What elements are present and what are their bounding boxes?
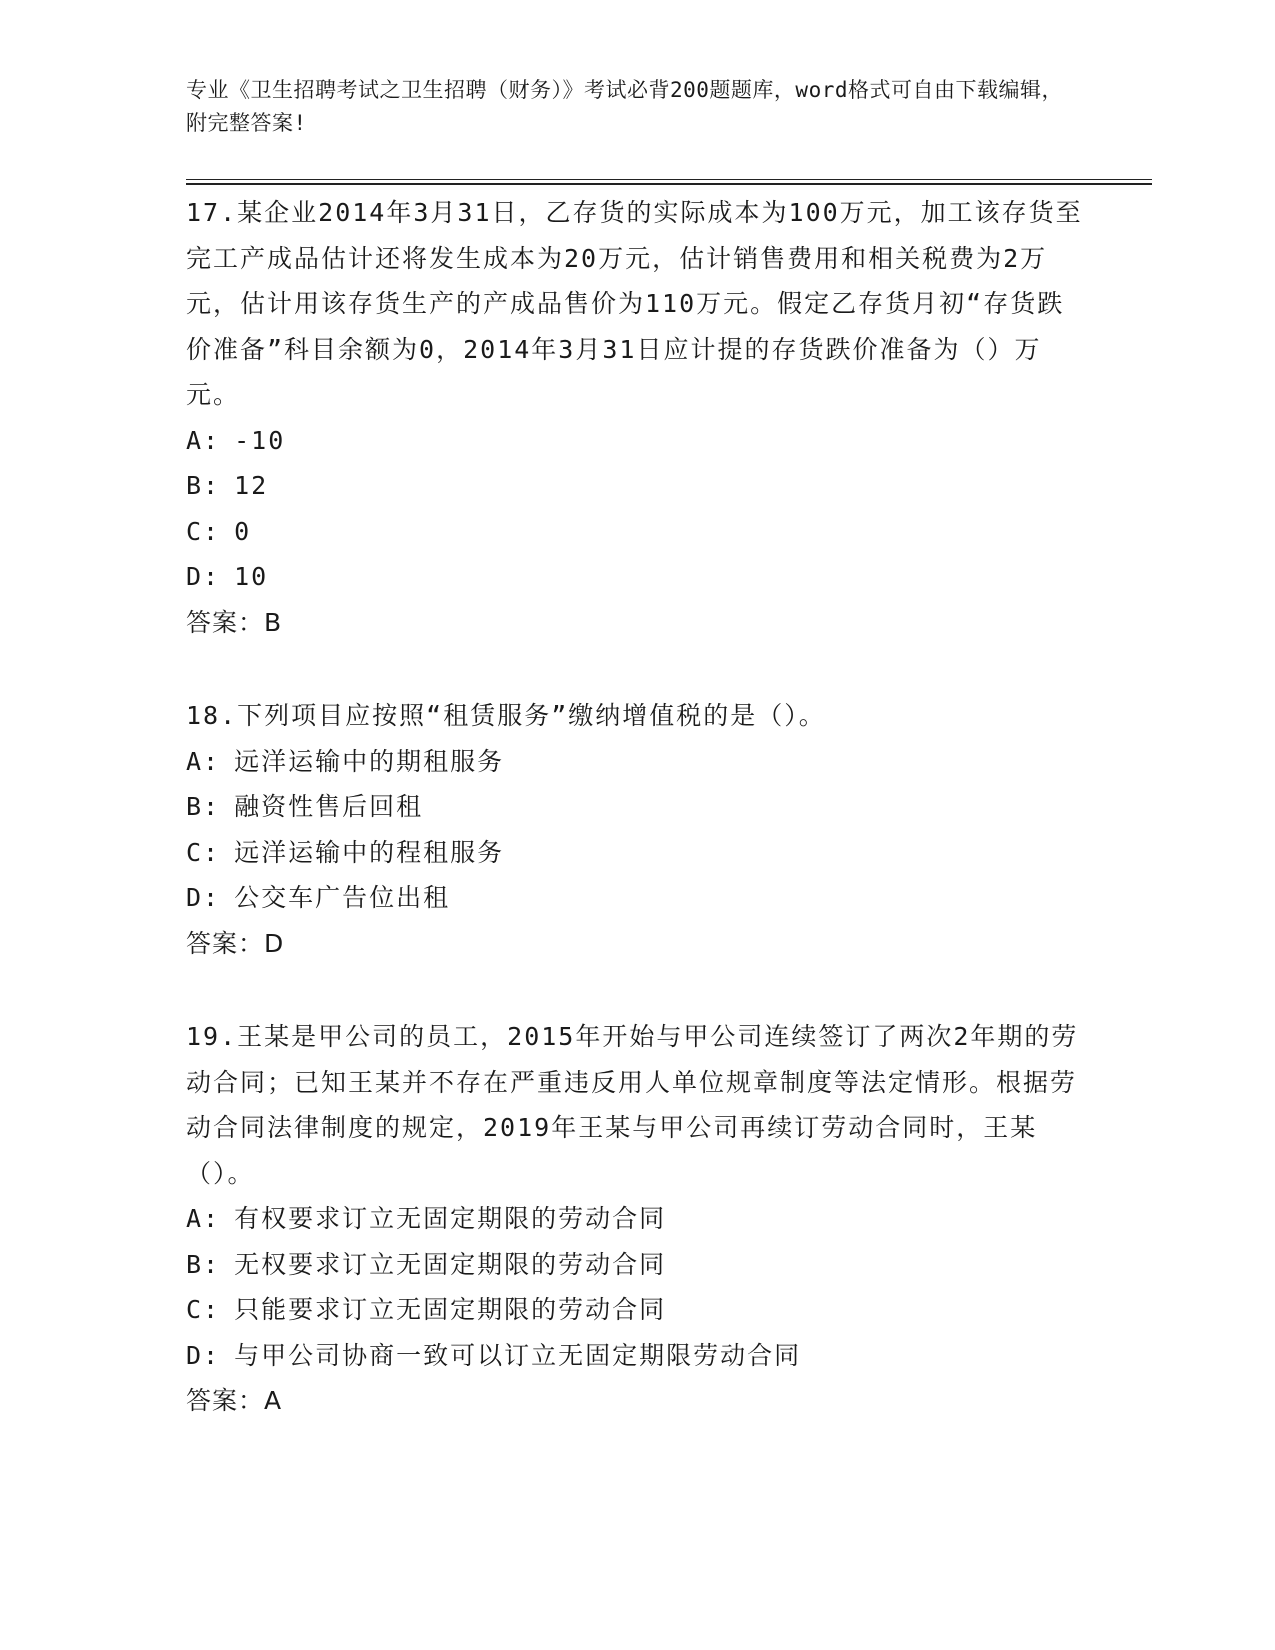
option-text: 远洋运输中的程租服务 (234, 837, 505, 867)
question-stem: 18.下列项目应按照“租赁服务”缴纳增值税的是（）。 (186, 701, 826, 730)
option-key: C: (186, 516, 221, 546)
document-header: 专业《卫生招聘考试之卫生招聘（财务）》考试必背200题题库，word格式可自由下载编辑，附完整答案! (186, 78, 1063, 135)
option-key: D: (186, 883, 221, 912)
option-key: A: (186, 746, 221, 776)
question-list (186, 190, 1086, 1472)
question-18 (186, 693, 1086, 966)
option-text: 12 (234, 471, 269, 500)
option-key: B: (186, 471, 221, 500)
option-text: 融资性售后回租 (234, 792, 424, 821)
answer-line: 答案：A (186, 1386, 283, 1415)
option-d (186, 1333, 1086, 1379)
option-a (186, 1196, 1086, 1242)
option-a (186, 418, 1086, 464)
option-a (186, 739, 1086, 785)
header-divider-top (186, 179, 1152, 180)
question-17 (186, 190, 1086, 645)
option-d (186, 875, 1086, 921)
option-key: A: (186, 1204, 221, 1233)
question-19 (186, 1014, 1086, 1424)
option-key: B: (186, 792, 221, 821)
option-b (186, 463, 1086, 509)
option-key: C: (186, 837, 221, 867)
option-key: B: (186, 1249, 221, 1279)
option-key: C: (186, 1295, 221, 1324)
option-c (186, 509, 1086, 555)
answer-line: 答案：B (186, 607, 283, 637)
question-stem: 19.王某是甲公司的员工，2015年开始与甲公司连续签订了两次2年期的劳动合同；已知王某并不存在严重违反用人单位规章制度等法定情形。根据劳动合同法律制度的规定，2019年王某与甲公司再续订劳动合同时，王某（）。 (186, 1022, 1079, 1188)
option-text: 有权要求订立无固定期限的劳动合同 (234, 1204, 667, 1233)
question-stem: 17.某企业2014年3月31日，乙存货的实际成本为100万元，加工该存货至完工产成品估计还将发生成本为20万元，估计销售费用和相关税费为2万元，估计用该存货生产的产成品售价为110万元。假定乙存货月初“存货跌价准备”科目余额为0，2014年3月31日应计提的存货跌价准备为（）万元。 (186, 198, 1083, 409)
option-key: D: (186, 562, 221, 591)
header-divider-bottom (186, 183, 1152, 185)
option-text: 0 (234, 516, 252, 546)
option-text: 只能要求订立无固定期限的劳动合同 (234, 1295, 667, 1324)
option-b (186, 1242, 1086, 1288)
option-c (186, 830, 1086, 876)
option-text: -10 (234, 425, 286, 455)
option-text: 10 (234, 562, 269, 591)
option-key: A: (186, 425, 221, 455)
option-c (186, 1287, 1086, 1333)
answer-line: 答案：D (186, 928, 285, 958)
option-text: 无权要求订立无固定期限的劳动合同 (234, 1249, 667, 1279)
option-d (186, 554, 1086, 600)
option-key: D: (186, 1340, 221, 1370)
option-text: 公交车广告位出租 (234, 883, 451, 912)
option-text: 远洋运输中的期租服务 (234, 746, 505, 776)
option-b (186, 784, 1086, 830)
option-text: 与甲公司协商一致可以订立无固定期限劳动合同 (234, 1340, 802, 1370)
